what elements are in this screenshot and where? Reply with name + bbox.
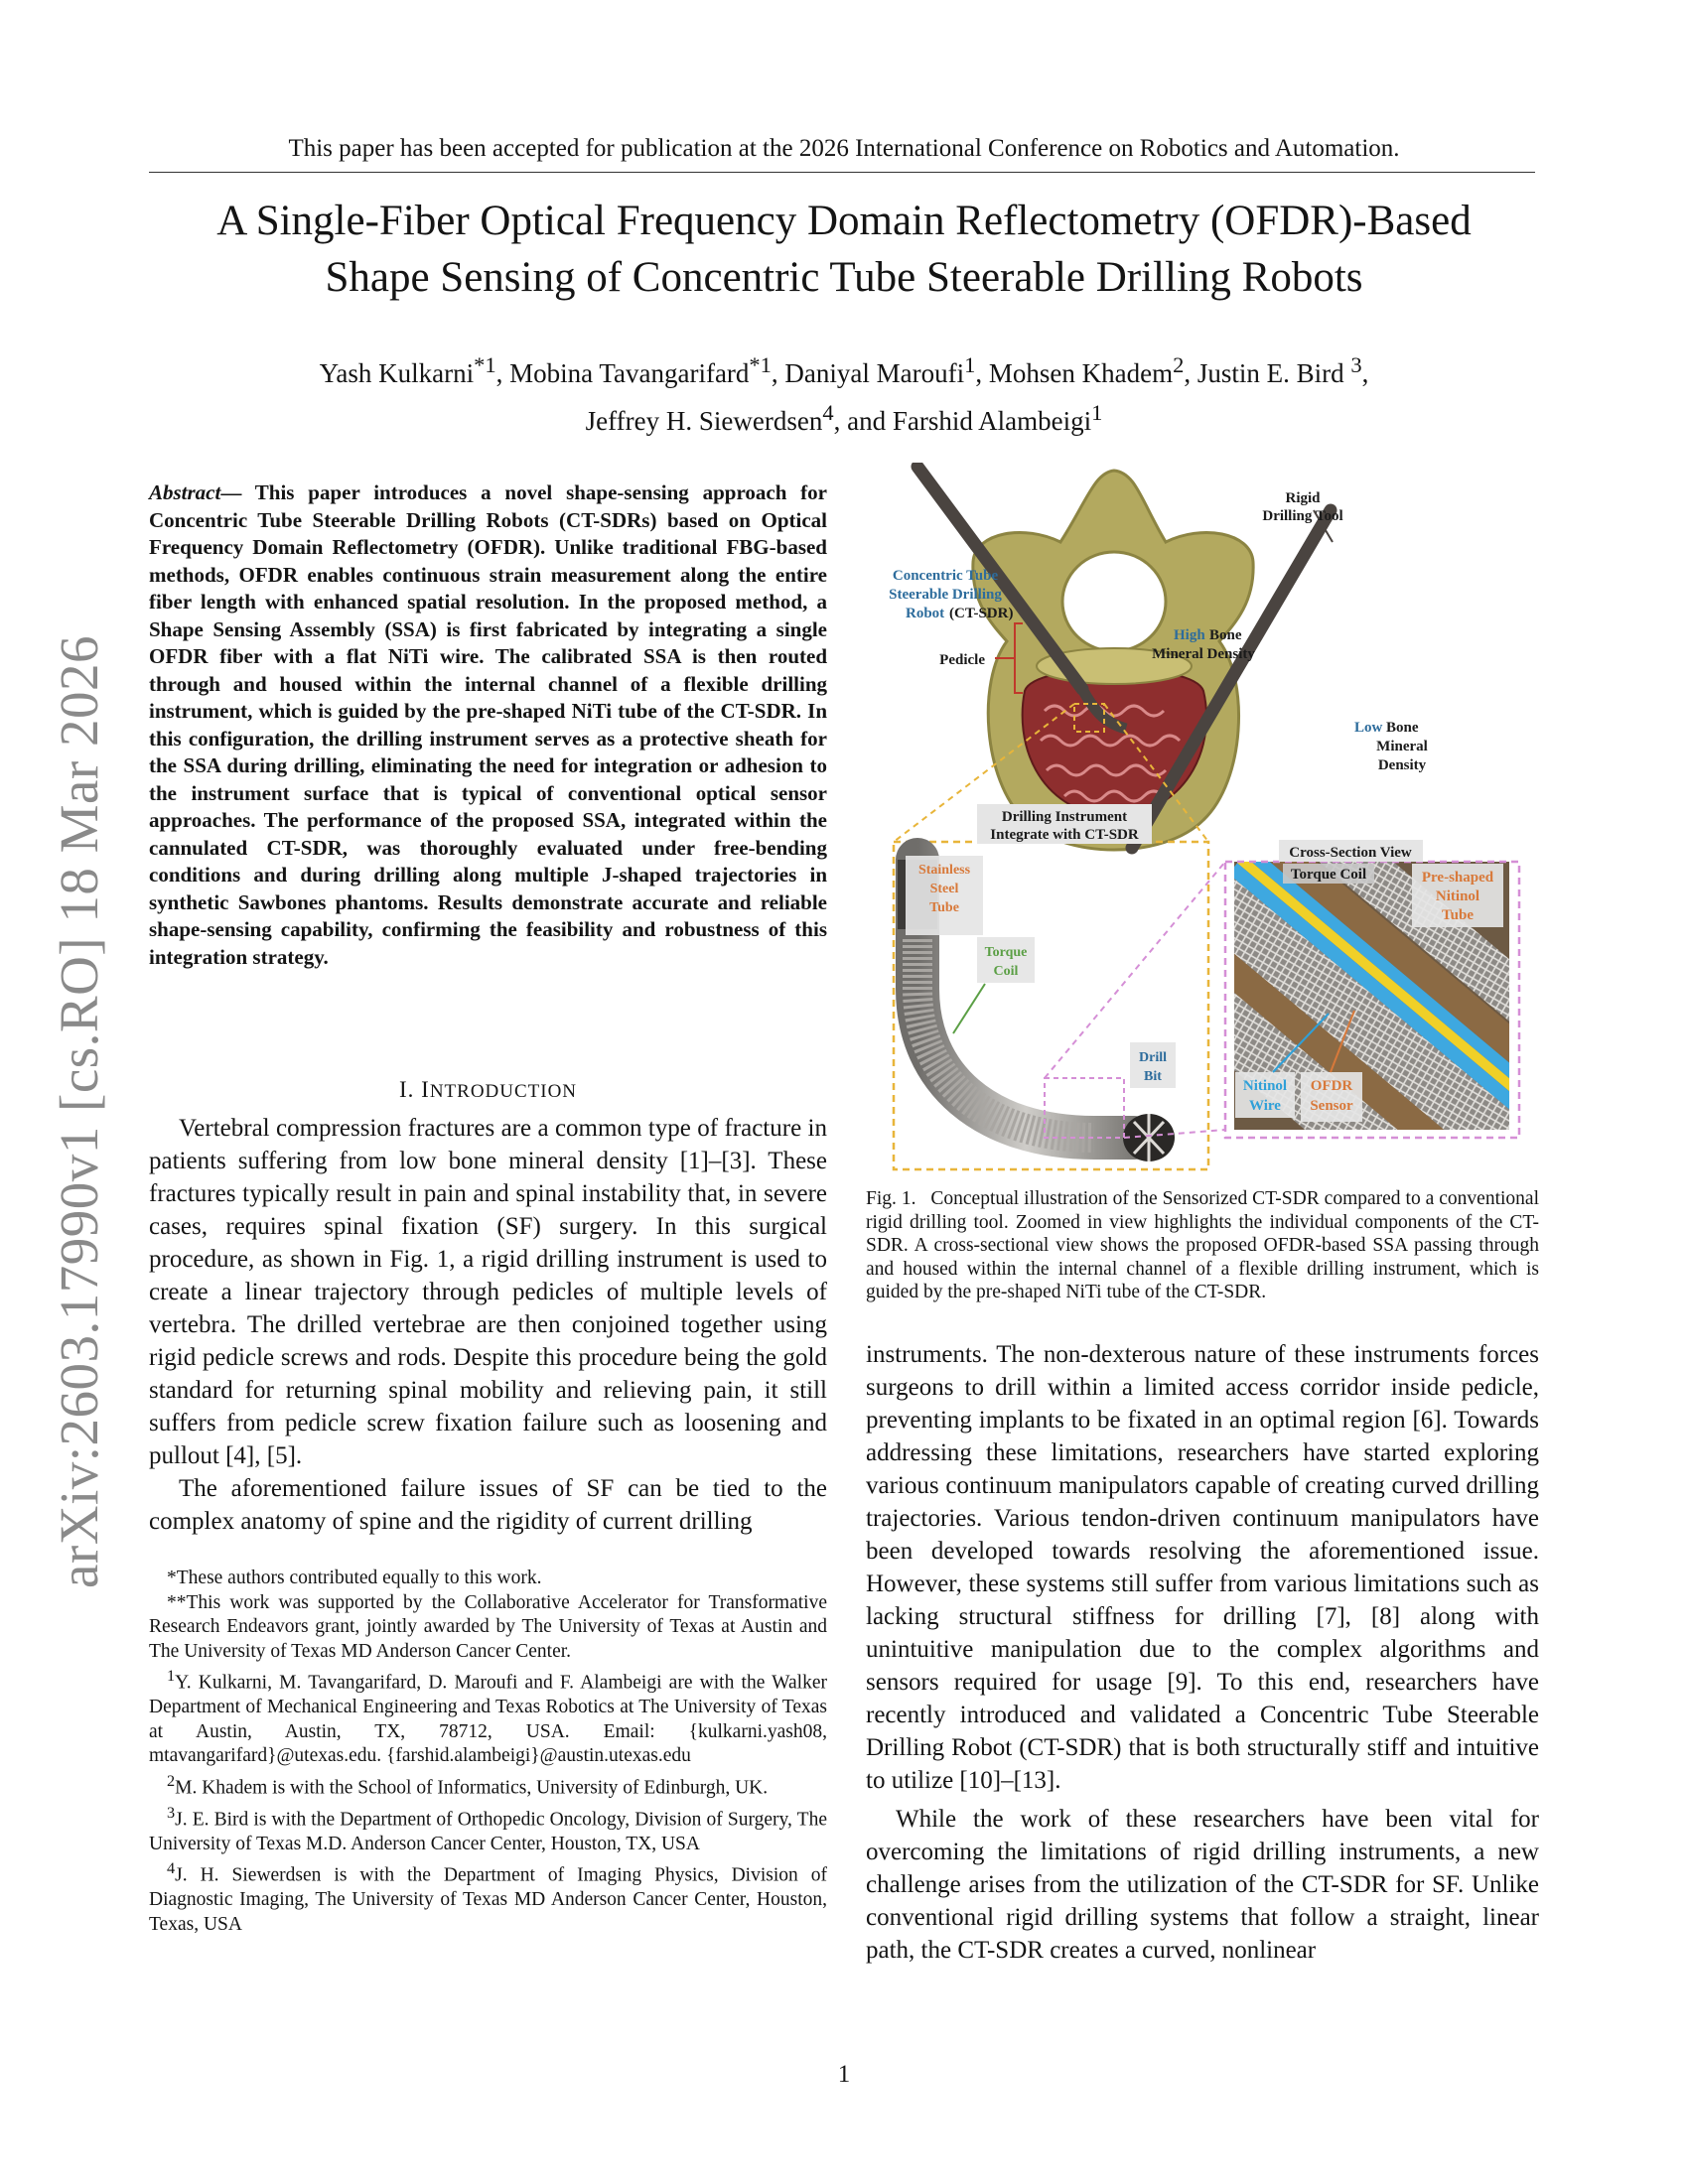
footnote — [149, 1856, 827, 1937]
footnote-marker: 1 — [167, 1667, 176, 1685]
label-concentric-tube: Concentric Tube — [892, 568, 999, 584]
paragraph: The aforementioned failure issues of SF can be tied to the complex anatomy of spine and the rigidity of current drilling — [149, 1475, 827, 1535]
abstract-text: This paper introduces a novel shape-sensing approach for Concentric Tube Steerable Drilling Robots (CT-SDRs) based on Optical Frequency Domain Reflectometry (OFDR). Unlike traditional FBG-based methods, OFDR enables continuous strain measurement along the entire fiber length with enhanced spatial resolution. In the proposed method, a Shape Sensing Assembly (SSA) is first fabricated by integrating a single OFDR fiber with a flat NiTi wire. The calibrated SSA is then routed through and housed within the internal channel of a flexible drilling instrument, which is guided by the pre-shaped NiTi tube of the CT-SDR. In this configuration, the drilling instrument serves as a protective sheath for the SSA during drilling, eliminating the need for integration or adhesion to the instrument surface that is typical of conventional optical sensor approaches. The performance of the proposed SSA, integrated within the cannulated CT-SDR, was thoroughly evaluated under free-bending conditions and during drilling along multiple J-shaped trajectories in synthetic Sawbones phantoms. Results demonstrate accurate and reliable shape-sensing capability, confirming the feasibility and robustness of this integration strategy. — [149, 480, 827, 969]
label-rigid: Rigid — [1285, 490, 1321, 506]
author-affiliation: *1 — [474, 352, 496, 377]
footnotes — [149, 1567, 827, 1937]
drill-bit — [1123, 1114, 1175, 1161]
authors-line-2: Jeffrey H. Siewerdsen$^4$, and Farshid Alambeigi$^1$ — [585, 400, 1103, 436]
right-column-text — [866, 1338, 1539, 1967]
footnote-marker: 2 — [167, 1771, 176, 1790]
caption-text: Conceptual illustration of the Sensorized CT-SDR compared to a conventional rigid drilling tool. Zoomed in view highlights the individual components of the CT-SDR. A cross-sectional view shows the proposed OFDR-based SSA passing through and housed within the internal channel of a flexible drilling instrument, which is guided by the pre-shaped NiTi tube of the CT-SDR. — [866, 1188, 1539, 1302]
author-name: Farshid Alambeigi — [892, 406, 1092, 436]
section-number: I. — [398, 1077, 415, 1102]
label-tube: Tube — [929, 900, 959, 915]
author-affiliation: 4 — [822, 400, 834, 425]
label-sensor: Sensor — [1310, 1098, 1353, 1114]
label-nitinol-wire-2: Wire — [1249, 1098, 1281, 1114]
paragraph: Vertebral compression fractures are a common type of fracture in patients suffering from low bone mineral density [1]–[3]. These fractures typically result in pain and spinal instability that, in severe cases, requires spinal fixation (SF) surgery. In this surgical procedure, as shown in Fig. 1, a rigid drilling instrument is used to create a linear trajectory through pedicles of multiple levels of vertebra. The drilled vertebrae are then conjoined together using rigid pedicle screws and rods. Despite this procedure being the gold standard for returning spinal mobility and relieving pain, it still suffers from pedicle screw fixation failure such as loosening and pullout [4], [5]. — [149, 1115, 827, 1469]
header-rule — [149, 172, 1535, 173]
label-cross-section-view: Cross-Section View — [1289, 845, 1412, 861]
abstract: Abstract— This paper introduces a novel shape-sensing approach for Concentric Tube Steerable Drilling Robots (CT-SDRs) based on Optical Frequency Domain Reflectometry (OFDR). Unlike traditional FBG-based methods, OFDR enables continuous strain measurement along the entire fiber length with enhanced spatial resolution. In the proposed method, a Shape Sensing Assembly (SSA) is first fabricated by integrating a single OFDR fiber with a flat NiTi wire. The calibrated SSA is then routed through and housed within the internal channel of a flexible drilling instrument, which is guided by the pre-shaped NiTi tube of the CT-SDR. In this configuration, the drilling instrument serves as a protective sheath for the SSA during drilling, eliminating the need for integration or adhesion to the instrument surface that is typical of conventional optical sensor approaches. The performance of the proposed SSA, integrated within the cannulated CT-SDR, was thoroughly evaluated under free-bending conditions and during drilling along multiple J-shaped trajectories in synthetic Sawbones phantoms. Results demonstrate accurate and reliable shape-sensing capability, confirming the feasibility and robustness of this integration strategy. — [149, 480, 827, 969]
torque-leader — [953, 984, 985, 1033]
caption-label: Fig. 1. — [866, 1188, 916, 1209]
section-heading — [149, 1077, 827, 1103]
figure-1 — [866, 463, 1539, 1172]
label-nitinol: Nitinol — [1435, 888, 1480, 904]
title-line-2: Shape Sensing of Concentric Tube Steerable Drilling Robots — [325, 254, 1363, 301]
paper-title — [149, 193, 1539, 306]
label-ctsdr: (CT-SDR) — [949, 606, 1014, 621]
footnote-marker: 3 — [167, 1803, 176, 1822]
label-low: Low — [1354, 720, 1383, 736]
label-drilling-tool: Drilling Tool — [1262, 508, 1343, 524]
label-stainless: Stainless — [917, 863, 971, 878]
abstract-label: Abstract — [149, 480, 221, 504]
author-affiliation: 1 — [1091, 400, 1103, 425]
author-name: Yash Kulkarni — [319, 358, 475, 388]
author-list — [149, 345, 1539, 441]
label-coil: Coil — [993, 964, 1019, 979]
label-tube-top: Tube — [1442, 907, 1474, 923]
footnote-text: Y. Kulkarni, M. Tavangarifard, D. Maroufi and F. Alambeigi are with the Walker Department of Mechanical Engineering and Texas Robotics at The University of Texas at Austin, Austin, TX, 78712, USA. Email: {kulkarni.yash08, mtavangarifard}@utexas.edu. {farshid.alambeigi}@austin.utexas.edu — [149, 1672, 827, 1766]
author-name: Jeffrey H. Siewerdsen — [585, 406, 823, 436]
section-title-rest: NTRODUCTION — [429, 1081, 578, 1102]
paragraph: While the work of these researchers have been vital for overcoming the limitations of rigid drilling instruments, a new challenge arises from the utilization of the CT-SDR for SF. Unlike conventional rigid drilling systems that follow a straight, linear path, the CT-SDR creates a curved, nonlinear — [866, 1806, 1539, 1964]
label-integrate-ctsdr: Integrate with CT-SDR — [990, 827, 1139, 843]
label-pedicle: Pedicle — [939, 652, 985, 668]
footnote: *These authors contributed equally to this work. — [167, 1568, 542, 1588]
introduction-text — [149, 1112, 827, 1538]
footnote-marker: 4 — [167, 1859, 176, 1877]
footnote-text: J. H. Siewerdsen is with the Department of Imaging Physics, Division of Diagnostic Imaging, The University of Texas MD Anderson Cancer Center, Houston, Texas, USA — [149, 1864, 827, 1935]
author-name: Justin E. Bird — [1196, 358, 1344, 388]
label-preshaped: Pre-shaped — [1421, 870, 1494, 886]
label-high: High — [1174, 627, 1205, 643]
footnote — [149, 1769, 827, 1801]
label-drill: Drill — [1139, 1050, 1167, 1065]
label-nitinol-wire-1: Nitinol — [1242, 1078, 1288, 1094]
title-line-1: A Single-Fiber Optical Frequency Domain Reflectometry (OFDR)-Based — [216, 198, 1472, 244]
authors-line-1: Yash Kulkarni$^{*1}$, Mobina Tavangarifard$^{*1}$, Daniyal Maroufi$^1$, Mohsen Khadem$^2$, Justin E. Bird $^3$, — [319, 352, 1369, 388]
label-torque-coil-top: Torque Coil — [1290, 867, 1367, 883]
footnote — [149, 1664, 827, 1769]
label-bone-low: Bone — [1386, 720, 1419, 736]
figure-caption — [866, 1187, 1539, 1304]
label-drilling-instrument: Drilling Instrument — [1001, 809, 1128, 825]
label-steel: Steel — [929, 882, 959, 896]
footnote: **This work was supported by the Collaborative Accelerator for Transformative Research Endeavors grant, jointly awarded by The University of Texas at Austin and The University of Texas MD Anderson Cancer Center. — [149, 1591, 827, 1662]
author-name: Mohsen Khadem — [988, 358, 1174, 388]
label-ofdr: OFDR — [1310, 1078, 1353, 1094]
label-bit: Bit — [1144, 1069, 1162, 1084]
label-robot: Robot — [906, 606, 945, 621]
paragraph: instruments. The non-dexterous nature of these instruments forces surgeons to drill within a limited access corridor inside pedicle, preventing implants to be fixated in an optimal region [6]. Towards addressing these limitations, researchers have started exploring various continuum manipulators capable of creating curved drilling trajectories. Various tendon-driven continuum manipulators have been developed towards resolving the aforementioned issue. However, these systems still suffer from various limitations such as lacking structural stiffness for drilling [7], [8] along with unintuitive manipulation due to the complex algorithms and sensors required for usage [9]. To this end, researchers have recently introduced and validated a Concentric Tube Steerable Drilling Robot (CT-SDR) that is both structurally stiff and intuitive to utilize [10]–[13]. — [866, 1341, 1539, 1794]
footnote-text: J. E. Bird is with the Department of Orthopedic Oncology, Division of Surgery, The University of Texas M.D. Anderson Cancer Center, Houston, TX, USA — [149, 1809, 827, 1854]
label-steerable-drilling: Steerable Drilling — [889, 587, 1002, 603]
author-affiliation: 1 — [964, 352, 976, 377]
author-name: Daniyal Maroufi — [784, 358, 965, 388]
label-torque: Torque — [984, 945, 1028, 960]
label-mineral: Mineral — [1376, 739, 1428, 754]
label-mineral-density: Mineral Density — [1152, 646, 1255, 662]
label-bone-high: Bone — [1209, 627, 1242, 643]
section-title-initial: I — [421, 1077, 430, 1102]
page-number: 1 — [837, 2061, 851, 2088]
author-affiliation: 2 — [1173, 352, 1185, 377]
author-affiliation: 3 — [1350, 352, 1362, 377]
publication-note: This paper has been accepted for publication at the 2026 International Conference on Robotics and Automation. — [288, 135, 1400, 162]
footnote — [149, 1801, 827, 1857]
label-density: Density — [1377, 757, 1427, 773]
figure-1-illustration — [866, 463, 1539, 1172]
author-affiliation: *1 — [749, 352, 772, 377]
author-name: Mobina Tavangarifard — [509, 358, 750, 388]
arxiv-identifier: arXiv:2603.17990v1 [cs.RO] 18 Mar 2026 — [49, 635, 109, 1588]
footnote-text: M. Khadem is with the School of Informatics, University of Edinburgh, UK. — [175, 1777, 769, 1798]
